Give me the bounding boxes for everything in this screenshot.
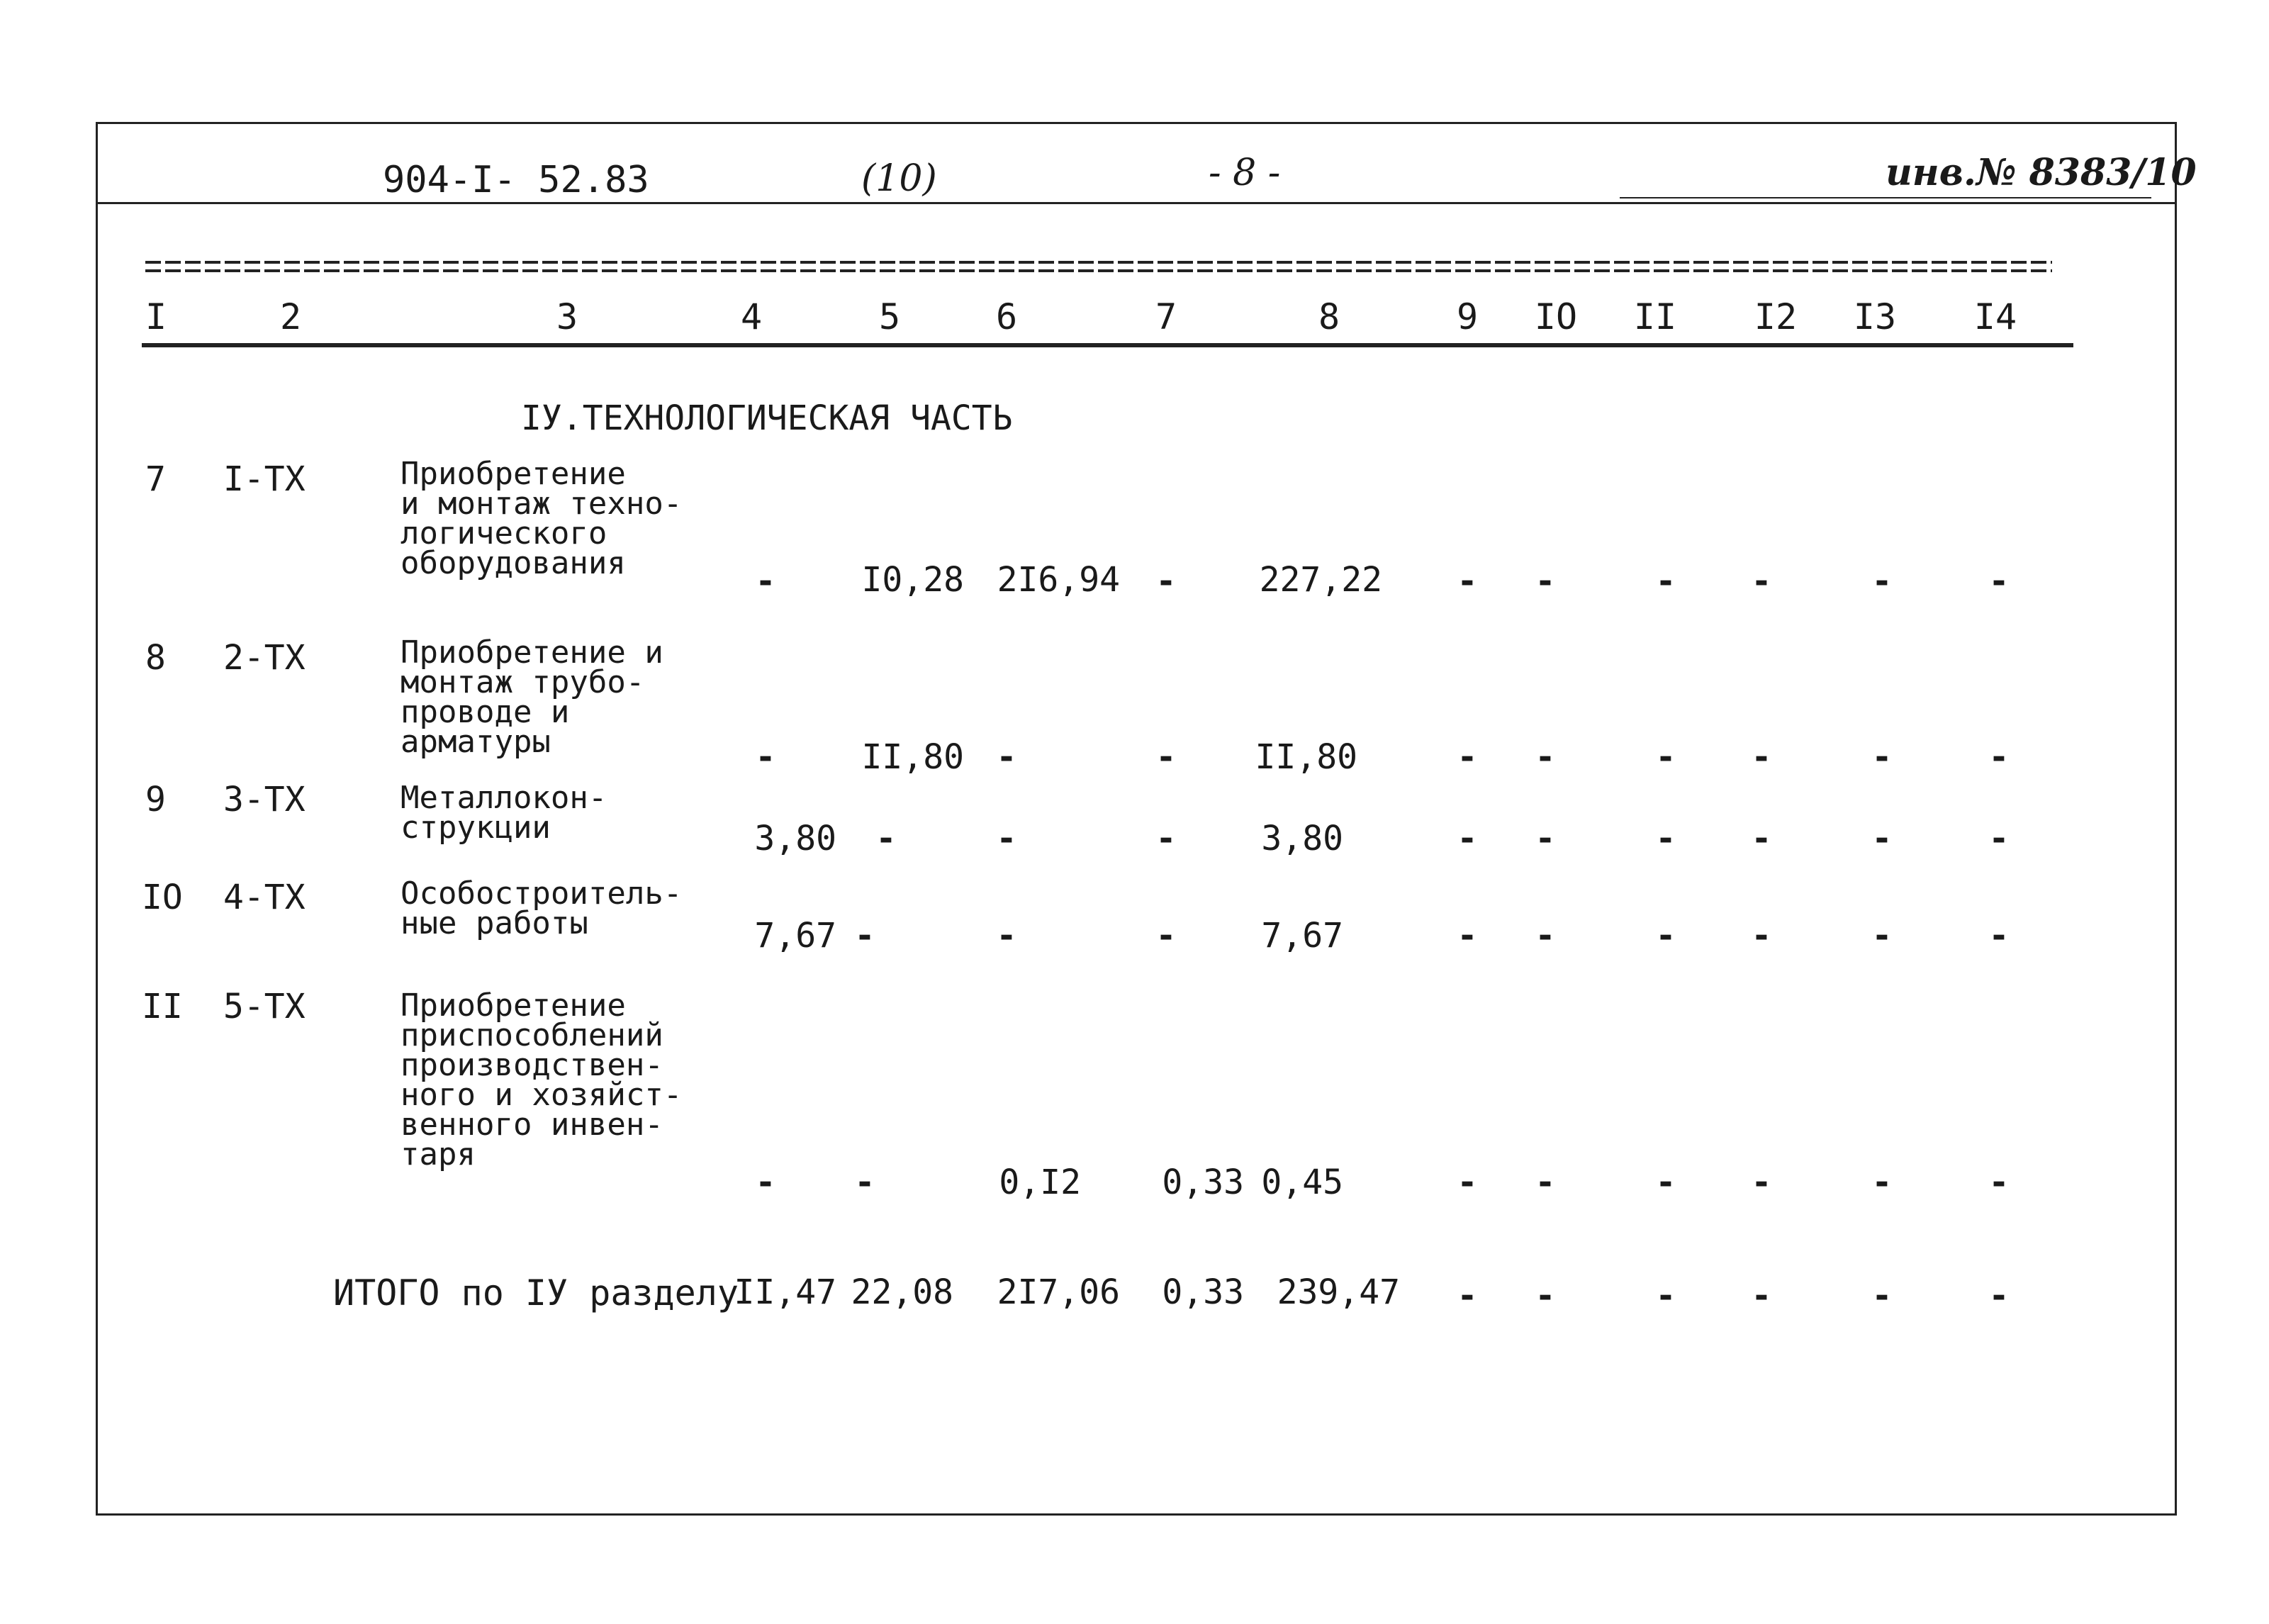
column-header-rule — [145, 261, 2052, 264]
empty-cell: - — [1751, 1276, 1772, 1316]
column-number: 6 — [995, 296, 1018, 337]
sheet-mark: (10) — [861, 157, 937, 200]
column-number: I — [145, 296, 167, 337]
empty-cell: - — [1655, 916, 1676, 956]
empty-cell: - — [1988, 916, 2010, 956]
column-number: 2 — [279, 296, 302, 337]
total-c5: 22,08 — [851, 1272, 953, 1312]
column-number: 5 — [878, 296, 901, 337]
cell-c6: 2I6,94 — [997, 560, 1120, 600]
row-code: 5-ТХ — [223, 987, 306, 1026]
cell-c5: - — [854, 1163, 875, 1202]
empty-cell: - — [1871, 1276, 1893, 1316]
cell-c7: 0,33 — [1162, 1163, 1244, 1202]
empty-cell: - — [1535, 916, 1556, 956]
cell-c7: - — [1155, 916, 1177, 956]
cell-c8: 227,22 — [1259, 560, 1382, 600]
empty-cell: - — [1655, 1163, 1676, 1202]
column-header-rule-2 — [145, 269, 2052, 272]
row-number: 9 — [145, 780, 166, 819]
inventory-number: инв.№ 8383/10 — [1886, 151, 2197, 194]
column-number: I3 — [1853, 296, 1897, 337]
cell-c4: - — [755, 1163, 776, 1202]
total-label: ИТОГО по IУ разделу — [333, 1272, 739, 1314]
cell-c4: - — [755, 561, 776, 601]
cell-c5: II,80 — [861, 737, 964, 777]
empty-cell: - — [1535, 1163, 1556, 1202]
row-description: Приобретение и монтаж техно- логического оборудования — [400, 456, 683, 581]
empty-cell: - — [1457, 737, 1478, 777]
section-title: IУ.ТЕХНОЛОГИЧЕСКАЯ ЧАСТЬ — [521, 398, 1013, 438]
row-description: Приобретение приспособлений производствен- ного и хозяйст- венного инвен- таря — [400, 987, 683, 1172]
column-number: 4 — [740, 296, 763, 337]
total-c8: 239,47 — [1277, 1272, 1400, 1312]
cell-c6: - — [996, 737, 1017, 777]
row-code: 3-ТХ — [223, 780, 306, 819]
cell-c4: - — [755, 737, 776, 777]
empty-cell: - — [1655, 1276, 1676, 1316]
empty-cell: - — [1457, 561, 1478, 601]
column-header-bottom-rule — [142, 343, 2073, 347]
cell-c5: - — [854, 916, 875, 956]
total-c4: II,47 — [734, 1272, 836, 1312]
empty-cell: - — [1751, 819, 1772, 858]
cell-c8: 7,67 — [1261, 916, 1343, 956]
column-number: IO — [1534, 296, 1578, 337]
empty-cell: - — [1655, 561, 1676, 601]
empty-cell: - — [1751, 737, 1772, 777]
empty-cell: - — [1655, 737, 1676, 777]
row-description: Приобретение и монтаж трубо- проводе и арматуры — [400, 634, 663, 760]
empty-cell: - — [1871, 561, 1893, 601]
cell-c6: 0,I2 — [999, 1163, 1081, 1202]
cell-c6: - — [996, 819, 1017, 858]
empty-cell: - — [1988, 1163, 2010, 1202]
column-number: 8 — [1318, 296, 1340, 337]
empty-cell: - — [1988, 561, 2010, 601]
empty-cell: - — [1988, 1276, 2010, 1316]
empty-cell: - — [1988, 819, 2010, 858]
empty-cell: - — [1457, 916, 1478, 956]
empty-cell: - — [1457, 819, 1478, 858]
row-code: 2-ТХ — [223, 638, 306, 678]
cell-c5: I0,28 — [861, 560, 964, 600]
column-number: I2 — [1754, 296, 1798, 337]
cell-c8: 3,80 — [1261, 819, 1343, 858]
empty-cell: - — [1871, 1163, 1893, 1202]
row-number: IO — [142, 878, 183, 917]
total-c7: 0,33 — [1162, 1272, 1244, 1312]
column-number: 3 — [556, 296, 578, 337]
cell-c7: - — [1155, 819, 1177, 858]
empty-cell: - — [1751, 916, 1772, 956]
empty-cell: - — [1871, 916, 1893, 956]
row-number: 7 — [145, 459, 166, 499]
column-number: 7 — [1155, 296, 1177, 337]
row-code: 4-ТХ — [223, 878, 306, 917]
document-code: 904-I- 52.83 — [383, 159, 649, 201]
total-c6: 2I7,06 — [997, 1272, 1120, 1312]
page-number: - 8 - — [1209, 152, 1281, 194]
empty-cell: - — [1988, 737, 2010, 777]
empty-cell: - — [1457, 1163, 1478, 1202]
row-number: II — [142, 987, 183, 1026]
empty-cell: - — [1535, 561, 1556, 601]
empty-cell: - — [1457, 1276, 1478, 1316]
cell-c7: - — [1155, 561, 1177, 601]
empty-cell: - — [1871, 737, 1893, 777]
header-underline-right — [1620, 197, 2151, 198]
column-number: II — [1633, 296, 1677, 337]
column-number: I4 — [1973, 296, 2017, 337]
row-code: I-ТХ — [223, 459, 306, 499]
header-divider — [96, 202, 2175, 204]
cell-c8: 0,45 — [1261, 1163, 1343, 1202]
cell-c5: - — [875, 819, 897, 858]
empty-cell: - — [1535, 1276, 1556, 1316]
empty-cell: - — [1871, 819, 1893, 858]
row-number: 8 — [145, 638, 166, 678]
empty-cell: - — [1751, 1163, 1772, 1202]
empty-cell: - — [1655, 819, 1676, 858]
cell-c6: - — [996, 916, 1017, 956]
column-number: 9 — [1456, 296, 1479, 337]
row-description: Особостроитель- ные работы — [400, 875, 683, 941]
empty-cell: - — [1751, 561, 1772, 601]
cell-c7: - — [1155, 737, 1177, 777]
row-description: Металлокон- струкции — [400, 780, 607, 846]
empty-cell: - — [1535, 737, 1556, 777]
cell-c4: 3,80 — [754, 819, 836, 858]
cell-c8: II,80 — [1255, 737, 1357, 777]
empty-cell: - — [1535, 819, 1556, 858]
cell-c4: 7,67 — [754, 916, 836, 956]
